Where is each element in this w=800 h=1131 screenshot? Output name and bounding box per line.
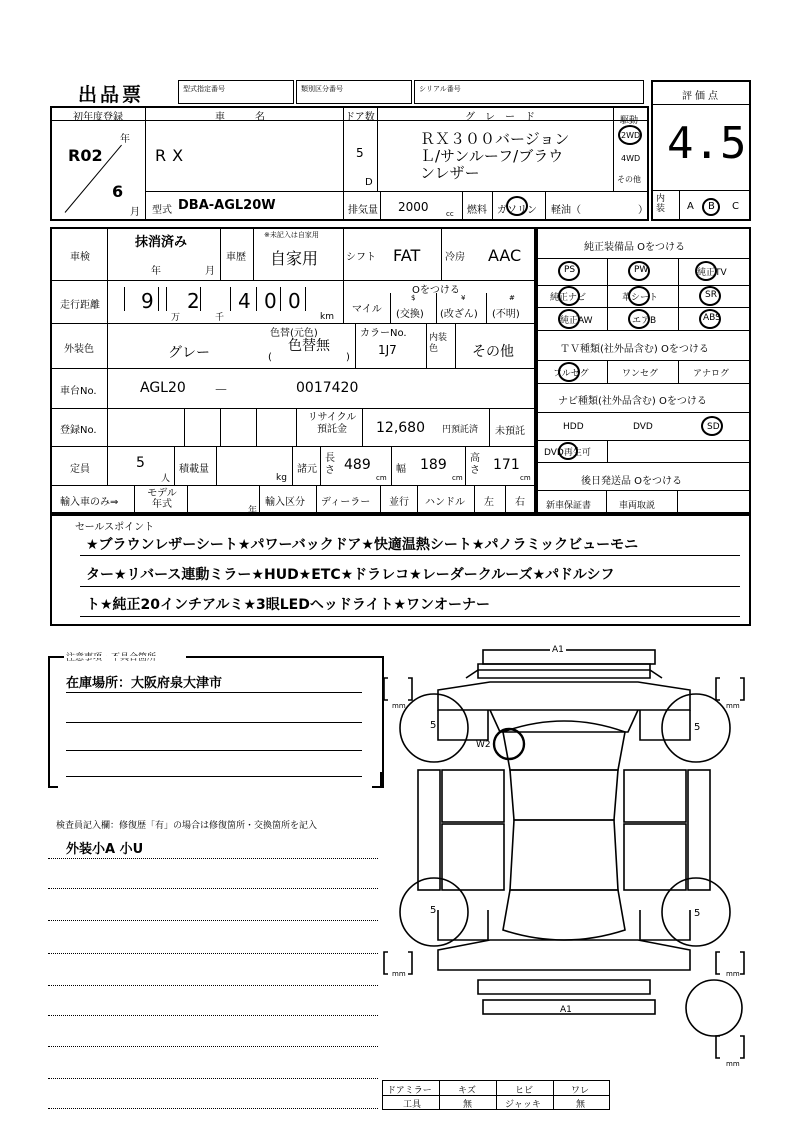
legend-header-scratch: キズ [458,1086,476,1096]
height-value: 171 [493,457,520,473]
legend-tool-value: 無 [463,1100,473,1110]
model-label: 型式 [152,205,172,216]
recycle-paid: 円預託済 [442,425,479,435]
equip-airbag: エアB [632,316,657,326]
type-no-label: 型式指定番号 [183,85,225,93]
windshield-mark: W2 [476,740,491,750]
length-label: 長さ [325,453,335,476]
tire-rl-depth: 5 [430,905,437,916]
equip-airbag-circle [628,309,650,329]
handle-right: 右 [515,497,525,508]
equip-pw: PW [634,265,649,275]
color-paren-close: ) [346,352,350,363]
chassis-number: 0017420 [296,380,359,396]
height-label: 高さ [470,453,480,476]
capacity-unit: 人 [161,474,171,484]
nav-title: ナビ種類(社外品含む) Oをつける [558,396,707,407]
opt-unknown: (不明) [492,309,520,320]
chassis-dash: － [214,383,228,399]
equip-abs: ABS [703,313,721,323]
tire-fr-depth: 5 [694,722,701,733]
later-warranty: 新車保証書 [546,501,592,511]
front-mark: A1 [552,645,564,655]
inspector-value: 外装小A 小U [66,842,144,857]
car-name-label: 車 名 [215,112,265,123]
load-label: 積載量 [179,464,209,475]
recycle-value: 12,680 [376,420,425,436]
drive-label: 駆動 [620,116,639,126]
car-name: RX [155,146,190,165]
equip-sr: SR [705,290,717,300]
interior-c: C [732,201,739,212]
sales-line-3: ト★純正20インチアルミ★3眼LEDヘッドライト★ワンオーナー [86,597,491,613]
opt-unknown-symbol: # [509,294,515,302]
dvd-play: DVD再生可 [544,448,591,458]
interior-b-circle [702,198,720,216]
legend-jack-value: 無 [576,1100,586,1110]
equip-aw: 純正AW [560,316,593,326]
fuel-gasoline-circle [506,196,528,216]
nav-sd: SD [707,422,720,432]
doors-label: ドア数 [345,112,375,123]
grade-label: グ レ ー ド [465,112,535,123]
legend-header-crack: ヒビ [515,1086,534,1096]
mileage-digit-1: 9 [141,289,154,313]
handle-label: ハンドル [425,497,465,508]
tv-fullseg: フルセグ [553,369,589,379]
ac-value: AAC [488,246,522,265]
mileage-label: 走行距離 [60,300,100,311]
tire-rr-depth: 5 [694,908,701,919]
fuel-label: 燃料 [467,205,487,216]
details-block [50,227,536,514]
km-unit: km [320,312,334,322]
notes-label: 注意事項・不具合箇所 [66,653,157,663]
load-unit: kg [276,473,287,483]
interior-b: B [708,201,715,212]
drive-2wd: 2WD [621,131,641,140]
shift-label: シフト [346,252,376,263]
model-value: DBA-AGL20W [178,198,276,213]
doors-value: 5 [356,146,364,160]
capacity-label: 定員 [70,464,90,475]
notes-location: 在庫場所：大阪府泉大津市 [66,676,223,691]
drive-2wd-circle [618,125,642,145]
interior-a: A [687,201,694,212]
color-value: グレー [168,345,210,361]
mm-rl: mm [392,970,406,978]
equip-aw-circle [558,309,580,329]
color-change-value: 色替無 [288,338,330,354]
mileage-digit-3: 4 [238,289,251,313]
length-value: 489 [344,457,371,473]
sen-unit: 千 [215,313,225,323]
equip-leather-circle [628,286,650,306]
score-value: 4.5 [667,118,747,169]
import-year: 年 [248,506,258,516]
car-diagram [378,640,750,1080]
legend-jack: ジャッキ [505,1100,541,1110]
height-unit: cm [520,474,531,482]
later-manual: 車両取説 [619,501,656,511]
sales-points-label: セールスポイント [75,522,155,533]
later-title: 後日発送品 Oをつける [581,476,683,487]
first-reg-month: 6 [112,182,124,201]
page-title: 出品票 [78,84,145,106]
displacement-label: 排気量 [348,205,378,216]
shaken-year: 年 [151,266,161,277]
tire-fl-depth: 5 [430,720,437,731]
recycle-label: リサイクル預託金 [307,412,357,435]
chassis-prefix: AGL20 [140,380,186,396]
tv-analog: アナログ [693,369,730,379]
opt-exchange: (交換) [396,309,424,320]
import-dealer: ディーラー [321,497,371,508]
length-unit: cm [376,474,387,482]
tv-oneseg: ワンセグ [622,369,659,379]
grade-line1: ＲＸ３００バージョン [420,130,570,148]
equip-leather: 革シート [622,293,659,303]
color-paren-open: ( [268,352,272,363]
tv-fullseg-circle [558,362,580,382]
equip-ps-circle [558,261,580,281]
mileage-circle-note: Oをつける [412,285,460,296]
month-unit: 月 [130,207,140,218]
import-parallel: 並行 [389,497,409,508]
chassis-label: 車台No. [60,386,97,397]
color-change-label: 色替(元色) [270,328,318,339]
sales-line-1: ★ブラウンレザーシート★パワーバックドア★快適温熱シート★パノラミックビューモニ [86,537,639,553]
opt-tamper: (改ざん) [440,309,478,320]
notes-frame-bottom [48,772,58,788]
mm-fr: mm [726,702,740,710]
drive-4wd: 4WD [621,154,641,163]
color-no-value: 1J7 [378,343,397,357]
displacement-value: 2000 [398,200,429,214]
equip-tv: 純正TV [697,268,727,278]
mile-option: マイル [352,304,382,315]
shaken-value: 抹消済み [135,235,188,250]
fuel-gasoline: ガソリン [497,205,537,216]
equip-pw-circle [628,261,650,281]
import-label: 輸入車のみ⇒ [60,497,119,508]
rear-mark: A1 [560,1005,572,1015]
equip-navi-circle [558,286,580,306]
shaken-month: 月 [205,266,215,277]
history-label: 車歴 [226,252,246,263]
import-class-label: 輸入区分 [265,497,305,508]
handle-left: 左 [484,497,494,508]
legend-tool: 工具 [403,1100,422,1110]
interior-color-label: 内装色 [429,333,448,354]
capacity-value: 5 [136,455,145,471]
dims-label: 諸元 [297,464,317,475]
legend-table [382,1080,610,1110]
cc-unit: cc [446,210,454,218]
fuel-light-oil: 軽油（ [551,205,581,216]
shift-value: FAT [393,246,421,265]
recycle-unpaid: 未預託 [495,426,525,437]
first-reg-label: 初年度登録 [73,112,123,123]
sales-line-2: ター★リバース連動ミラー★HUD★ETC★ドラレコ★レーダークルーズ★パドルシフ [86,567,615,583]
equipment-title: 純正装備品 Oをつける [584,242,686,253]
class-no-label: 類別区分番号 [301,85,343,93]
mileage-digit-2: 2 [187,289,200,313]
mileage-digit-4: 0 [264,289,277,313]
man-unit: 万 [171,313,181,323]
nav-sd-circle [701,416,723,436]
equip-sr-circle [699,286,721,306]
equip-tv-circle [695,261,717,281]
equip-navi: 純正ナビ [550,293,587,303]
year-unit: 年 [120,134,130,145]
equip-abs-circle [699,309,721,329]
nav-hdd: HDD [563,422,584,432]
mileage-brackets [110,283,310,319]
opt-exchange-symbol: $ [411,294,416,302]
drive-other: その他 [617,175,641,184]
mileage-digit-5: 0 [288,289,301,313]
grade-line2: Ｌ/サンルーフ/ブラウ [420,147,564,165]
interior-color-value: その他 [472,344,514,360]
inspector-label: 検査員記入欄：修復歴「有」の場合は修復箇所・交換箇所を記入 [56,821,318,831]
dvd-play-circle [558,442,578,460]
opt-tamper-symbol: ¥ [461,294,466,302]
legend-header-mirror: ドアミラー [387,1086,432,1096]
fuel-close: ） [638,205,648,216]
grade-line3: ンレザー [420,164,480,182]
mm-spare: mm [726,1060,740,1068]
width-unit: cm [452,474,463,482]
registration-label: 登録No. [60,425,97,436]
mm-fl: mm [392,702,406,710]
history-note: ※未記入は自家用 [264,231,319,239]
interior-label: 内装 [656,194,666,214]
serial-label: シリアル番号 [419,85,461,93]
score-label: 評価点 [682,91,721,102]
first-reg-year: R02 [68,146,103,165]
ac-label: 冷房 [445,252,465,263]
width-label: 幅 [396,464,406,475]
equip-ps: PS [564,265,576,275]
doors-type: D [365,177,373,188]
mm-rr: mm [726,970,740,978]
legend-header-break: ワレ [571,1086,590,1096]
tv-title: ＴＶ種類(社外品含む) Oをつける [560,344,709,355]
color-label: 外装色 [64,344,94,355]
model-year-label: モデル年式 [147,488,177,510]
shaken-label: 車検 [70,252,90,263]
nav-dvd: DVD [633,422,653,432]
color-no-label: カラーNo. [360,328,407,339]
history-value: 自家用 [270,249,319,268]
width-value: 189 [420,457,447,473]
